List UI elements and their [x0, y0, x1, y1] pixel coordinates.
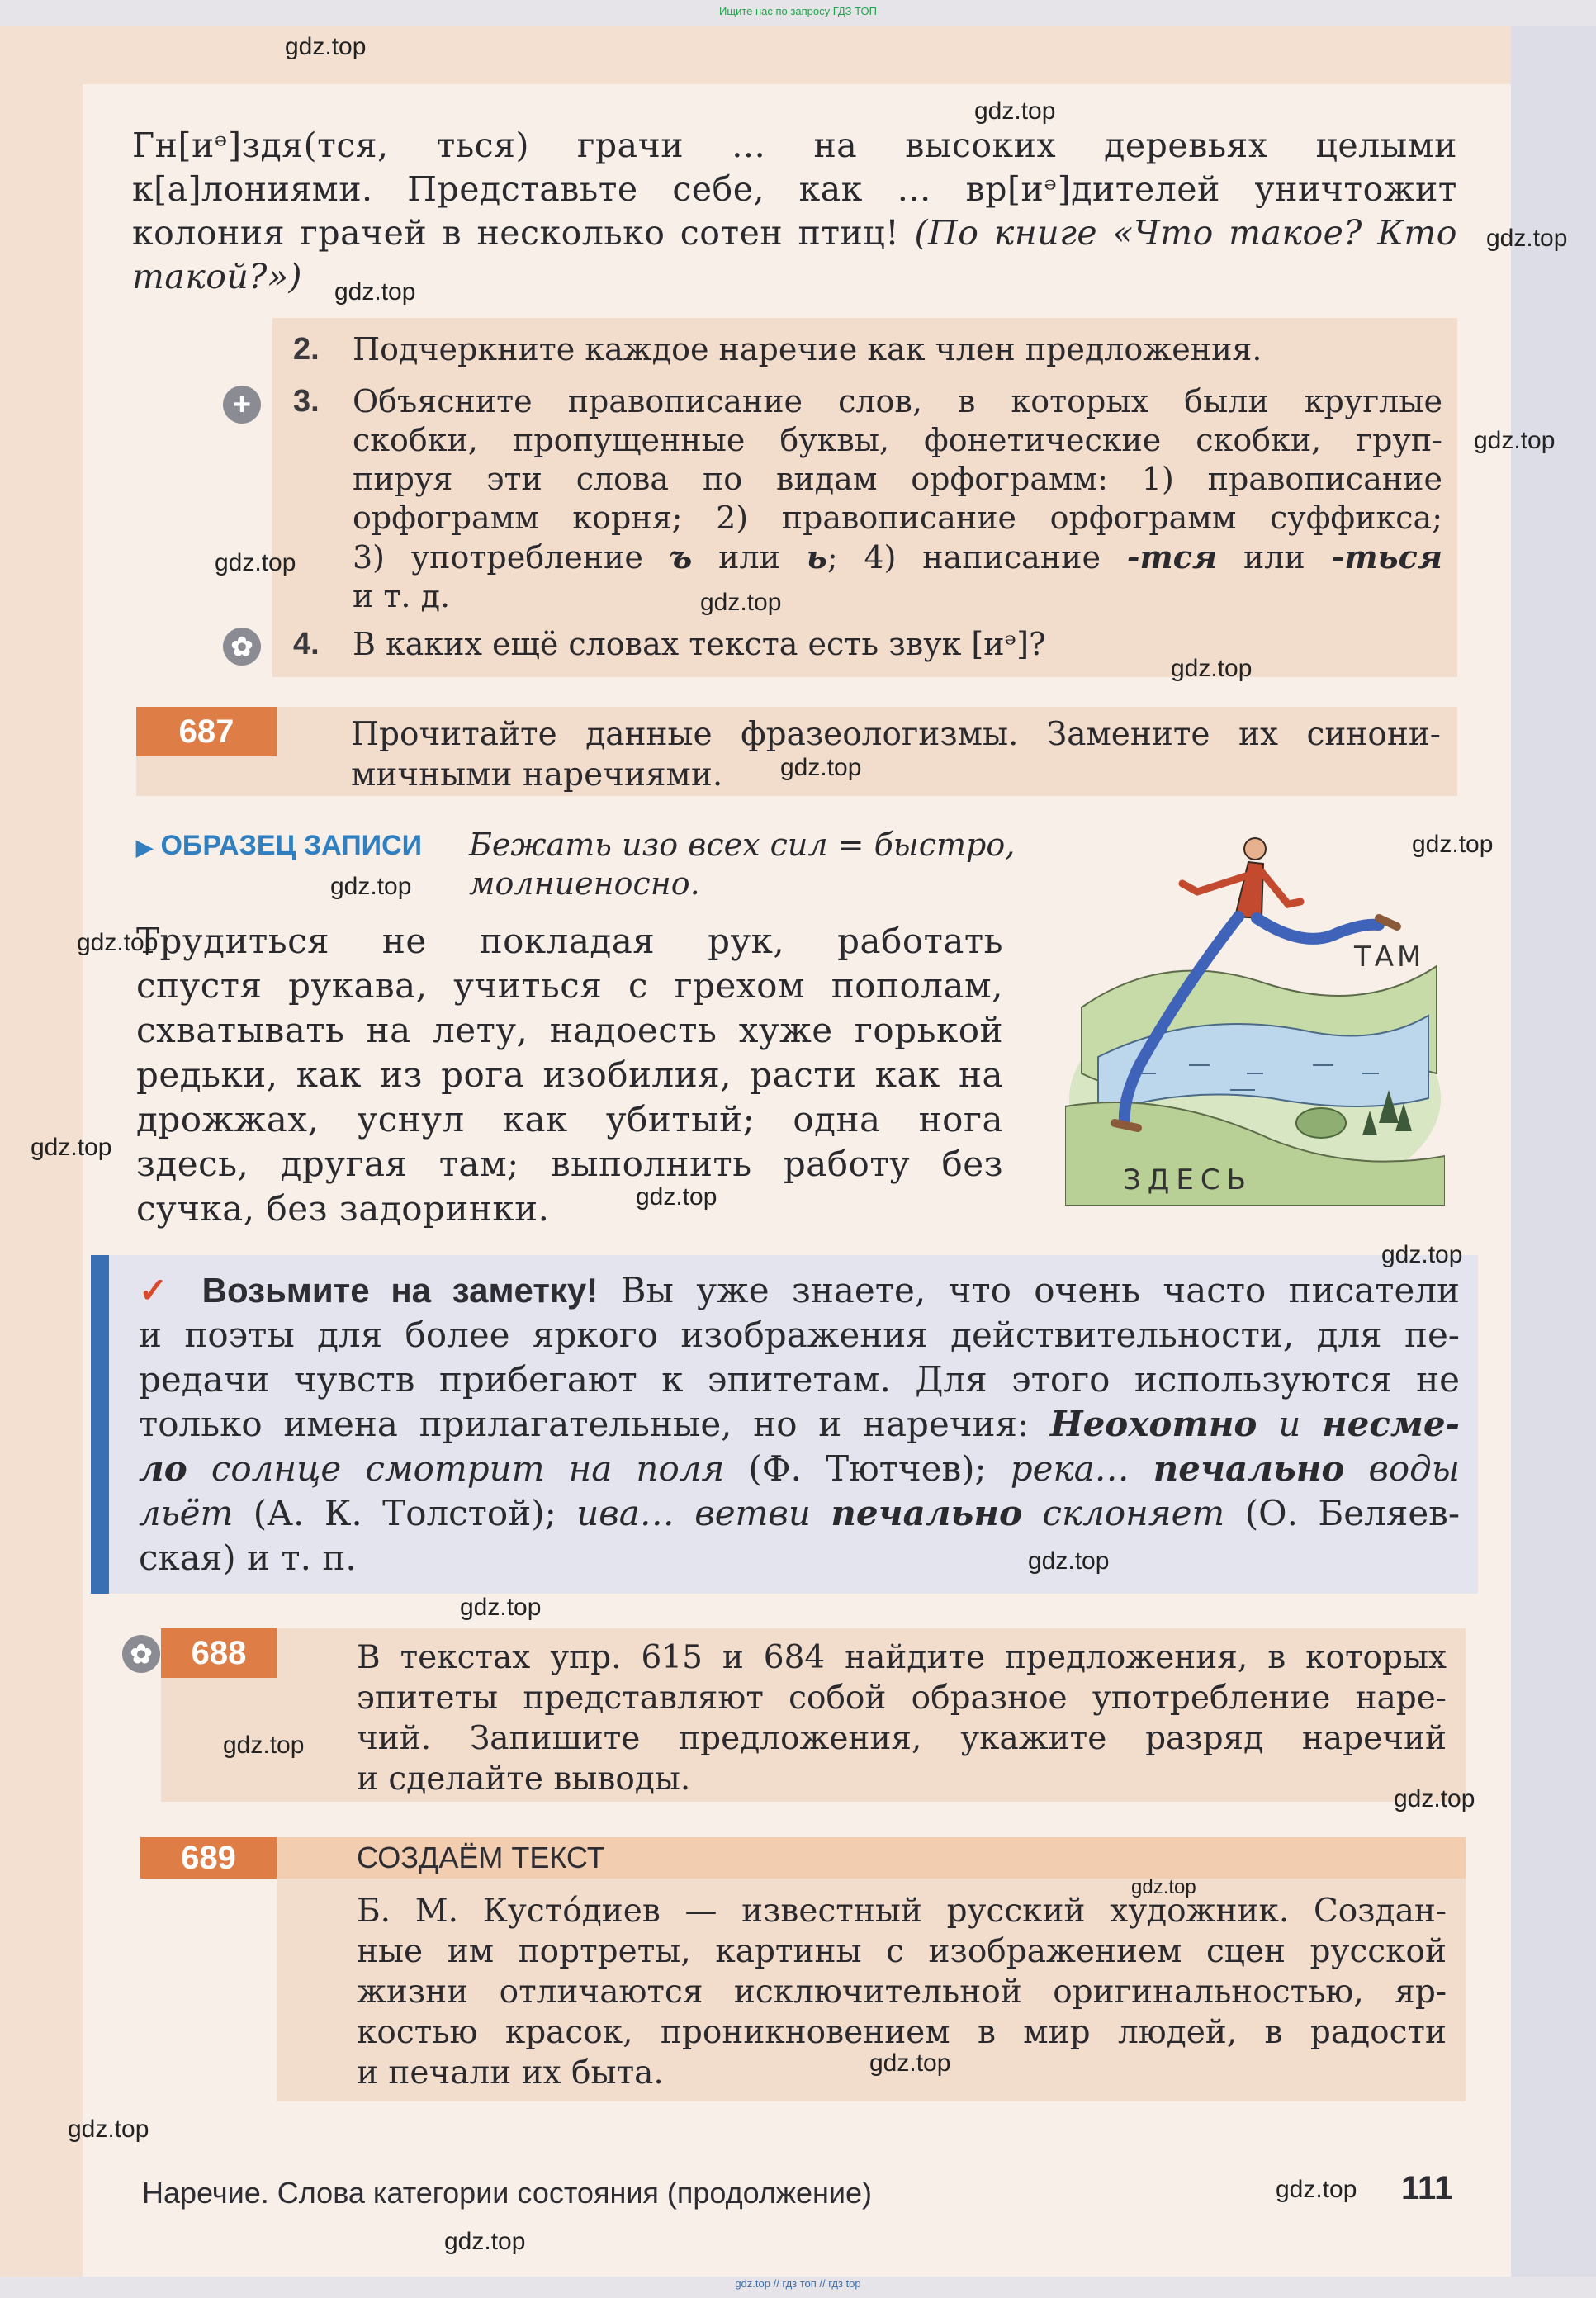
watermark: gdz.top [1028, 1547, 1110, 1575]
intro-line: к[а]лониями. Представьте себе, как … вр[иᵊ]дителей уничтожит [132, 169, 1457, 209]
watermark: gdz.top [31, 1134, 112, 1161]
watermark: gdz.top [77, 929, 159, 956]
watermark: gdz.top [869, 2049, 951, 2077]
watermark: gdz.top [1412, 831, 1494, 858]
exercise-title: СОЗДАЁМ ТЕКСТ [357, 1841, 605, 1874]
check-icon: ✓ [139, 1271, 180, 1310]
task-number: 3. [293, 384, 320, 419]
watermark: gdz.top [974, 97, 1056, 125]
bottom-note: gdz.top // гдз топ // гдз top [735, 2277, 861, 2290]
task-text: Объясните правописание слов, в которых были круглые скобки, пропущенные буквы, фонетические скобки, груп- пируя эти слова по видам орфограмм: 1) правописание орфограмм корня; 2) правописание орфограмм суффикса; 3) употребление ъ или ь; 4) написание -тся или -ться и т. д. [353, 383, 1442, 614]
watermark: gdz.top [444, 2228, 526, 2255]
page-edge-shadow [1511, 26, 1596, 2277]
watermark: gdz.top [1394, 1785, 1475, 1812]
watermark: gdz.top [1276, 2176, 1357, 2203]
sample-text: Бежать изо всех сил = быстро, молниеносно. [469, 827, 1016, 902]
source-citation-end: такой?») [132, 257, 302, 296]
page-number: 111 [1401, 2170, 1453, 2206]
running-footer: Наречие. Слова категории состояния (продолжение) [142, 2176, 873, 2210]
watermark: gdz.top [330, 873, 412, 900]
watermark: gdz.top [460, 1594, 542, 1621]
sample-label: ▶ ОБРАЗЕЦ ЗАПИСИ [136, 830, 423, 861]
plus-icon: + [223, 386, 261, 424]
exercise-689-text: Б. М. Кустóдиев — известный русский художник. Создан- ные им портреты, картины с изображением сцен русской жизни отличаются исключительной оригинальностью, яр- костью красок, проникновением в мир людей, в радости и печали их быта. [357, 1893, 1447, 2092]
source-citation: (По книге «Что такое? Кто [914, 213, 1457, 253]
task-text: Подчеркните каждое наречие как член предложения. [353, 331, 1262, 367]
exercise-689-header [140, 1837, 1466, 1879]
intro-line: колония грачей в несколько сотен птиц! (По книге «Что такое? Кто [132, 213, 1457, 253]
note-heading: Возьмите на заметку! [201, 1271, 599, 1310]
watermark: gdz.top [1171, 655, 1253, 682]
watermark: gdz.top [700, 589, 782, 616]
watermark: gdz.top [334, 278, 416, 306]
top-note: Ищите нас по запросу ГДЗ ТОП [719, 5, 877, 17]
flower-icon: ✿ [122, 1635, 160, 1673]
watermark: gdz.top [68, 2116, 149, 2143]
watermark: gdz.top [1486, 225, 1568, 252]
running-man-illustration [1065, 826, 1445, 1206]
intro-paragraph [132, 124, 1457, 299]
watermark: gdz.top [1381, 1241, 1463, 1268]
watermark: gdz.top [215, 549, 296, 576]
exercise-687-instruction: Прочитайте данные фразеологизмы. Замените их синони- мичными наречиями. [351, 716, 1441, 794]
watermark: gdz.top [223, 1732, 305, 1759]
intro-line: Гн[иᵊ]здя(тся, ться) грачи … на высоких деревьях целыми [132, 126, 1457, 165]
watermark: gdz.top [285, 33, 367, 60]
exercise-688-text: В текстах упр. 615 и 684 найдите предложения, в которых эпитеты представляют собой образное употребление наре- чий. Запишите предложения, укажите разряд наречий и сделайте выводы. [357, 1639, 1447, 1798]
watermark: gdz.top [636, 1183, 717, 1211]
exercise-number: 688 [161, 1628, 277, 1678]
note-text: ✓ Возьмите на заметку! Вы уже знаете, что очень часто писатели и поэты для более яркого изображения действительности, для пе- редачи чувств прибегают к эпитетам. Для этого используются не только имена прилагательные, но и наречия: Неохотно и несме- ло солнце смотрит на поля (Ф. Тютчев); река… печально воды льёт (А. К. Толстой); ива… ветви печально склоняет (О. Беляев- ская) и т. п. [139, 1270, 1461, 1578]
top-strip [0, 26, 1511, 84]
label-here: ЗДЕСЬ [1123, 1163, 1253, 1196]
note-accent-bar [91, 1255, 109, 1594]
task-text: В каких ещё словах текста есть звук [иᵊ]? [353, 626, 1046, 662]
exercise-number: 689 [140, 1837, 277, 1879]
task-number: 2. [293, 332, 320, 367]
exercise-number: 687 [136, 707, 277, 756]
watermark: gdz.top [1131, 1876, 1196, 1898]
watermark: gdz.top [780, 754, 862, 781]
watermark: gdz.top [1474, 427, 1556, 454]
task-number: 4. [293, 627, 320, 661]
idioms-list: Трудиться не покладая рук, работать спустя рукава, учиться с грехом пополам, схватывать на лету, надоесть хуже горькой редьки, как из рога изобилия, расти как на дрожжах, уснул как убитый; одна нога здесь, другая там; выполнить работу без сучка, без задоринки. [136, 921, 1003, 1229]
label-there: ТАМ [1354, 941, 1425, 974]
flower-icon: ✿ [223, 628, 261, 666]
